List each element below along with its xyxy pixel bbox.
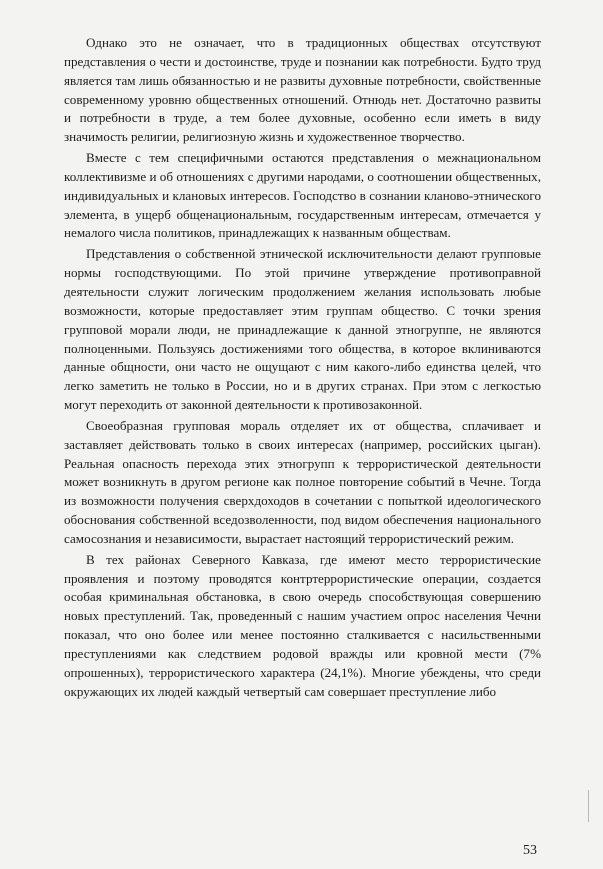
scan-margin-mark xyxy=(588,790,589,822)
body-text xyxy=(64,34,541,704)
paragraph-3: Представления о собственной этнической исключительности делают групповые нормы господствующими. По этой причине утверждение противоправной деятельности служит логическим продолжением желания использовать любые возможности, которые предоставляет этим группам общество. С точки зрения групповой морали люди, не принадлежащие к данной этногруппе, не являются полноценными. Пользуясь достижениями того общества, в которое вклиниваются данные общности, они часто не ощущают с ним какого-либо единства целей, что легко заметить не только в России, но и в других странах. При этом с легкостью могут переходить от законной деятельности к противозаконной. xyxy=(64,246,541,413)
paragraph-2: Вместе с тем специфичными остаются представления о межнациональном коллективизме и об отношениях с другими народами, о соотношении общественных, индивидуальных и клановых интересов. Господство в сознании кланово-этнического элемента, в ущерб общенациональным, государственным интересам, отмечается у немалого числа политиков, принадлежащих к названным обществам. xyxy=(64,150,541,241)
paragraph-1: Однако это не означает, что в традиционных обществах отсутствуют представления о чести и достоинстве, труде и познании как потребности. Будто труд является там лишь обязанностью и не развиты духовные потребности, свойственные современному уровню общественных отношений. Отнюдь нет. Достаточно развиты и потребности в труде, а тем более духовные, особенно если иметь в виду значимость религии, религиозную жизнь и художественное творчество. xyxy=(64,35,541,145)
page-number: 53 xyxy=(523,843,537,858)
paragraph-5: В тех районах Северного Кавказа, где имеют место террористические проявления и поэтому проводятся контртеррористические операции, создается особая криминальная обстановка, в свою очередь способствующая совершению новых преступлений. Так, проведенный с нашим участием опрос населения Чечни показал, что оно более или менее постоянно сталкивается с насильственными преступлениями как следствием родовой вражды или кровной мести (7% опрошенных), террористического характера (24,1%). Многие убеждены, что среди окружающих их людей каждый четвертый сам совершает преступление либо xyxy=(64,551,541,699)
paragraph-4: Своеобразная групповая мораль отделяет их от общества, сплачивает и заставляет действовать только в своих интересах (например, российских цыган). Реальная опасность перехода этих этногрупп к террористической деятельности может возникнуть в другом регионе как полное повторение событий в Чечне. Тогда из возможности получения сверхдоходов в сочетании с попыткой идеологического обоснования собственной вседозволенности, под видом обеспечения национального самосознания и независимости, вырастает настоящий террористический режим. xyxy=(64,417,541,546)
